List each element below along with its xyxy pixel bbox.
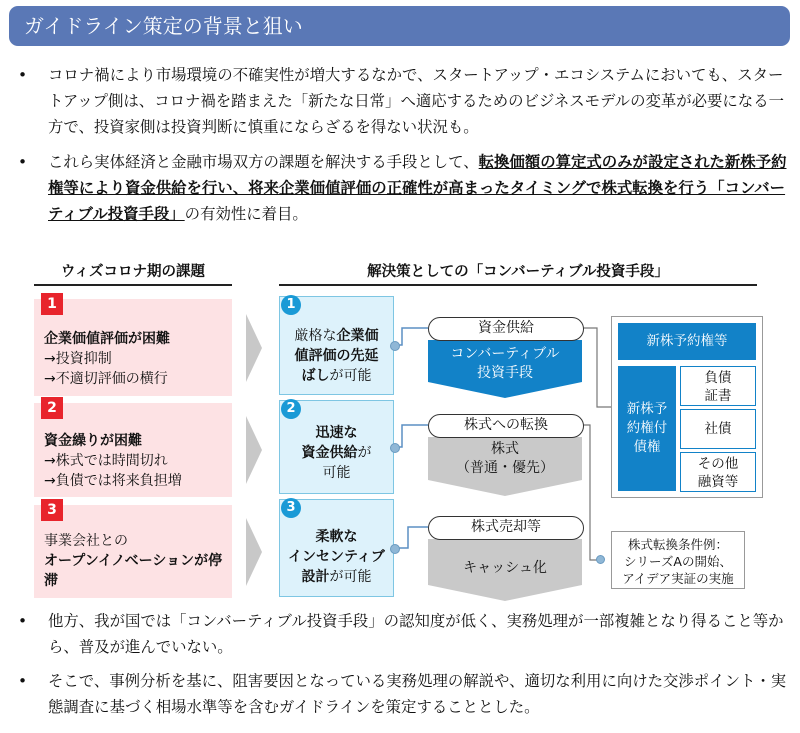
bullet-paragraph-4 xyxy=(18,668,788,720)
instrument-warrant: 新株予約権等 xyxy=(618,323,756,360)
connector-dot xyxy=(390,341,400,351)
solution-number-badge: 1 xyxy=(281,295,301,315)
stock-label: 株式 （普通・優先） xyxy=(456,441,554,476)
instrument-debt-note: 負債 証書 xyxy=(680,366,756,406)
connector-dot xyxy=(390,443,400,453)
problem-number-badge: 3 xyxy=(41,499,63,521)
problem-text: 資金繰りが困難 →株式では時間切れ →負債では将来負担増 xyxy=(44,433,182,489)
problem-text: 事業会社との オープンイノベーションが停滞 xyxy=(44,533,223,589)
solution-number-badge: 2 xyxy=(281,399,301,419)
bullet-text-post: の有効性に着目。 xyxy=(184,205,308,223)
instrument-other-loan: その他 融資等 xyxy=(680,452,756,492)
stock-sale-label: 株式売却等 xyxy=(428,516,584,540)
solution-text: 柔軟な インセンティブ 設計が可能 xyxy=(288,529,385,585)
bullet-text: コロナ禍により市場環境の不確実性が増大するなかで、スタートアップ・エコシステムにおいても、スタートアップ側は、コロナ禍を踏まえた「新たな日常」へ適応するためのビジネスモデルの変革が必要になる一方で、投資家側は投資判断に慎重にならざるを得ない状況も。 xyxy=(48,66,784,136)
connector-dot xyxy=(596,555,605,564)
solution-text: 迅速な 資金供給が 可能 xyxy=(301,425,372,481)
problem-number-badge: 1 xyxy=(41,293,63,315)
bullet-marker: • xyxy=(18,672,28,690)
stock-conversion-label: 株式への転換 xyxy=(428,414,584,438)
page-title: ガイドライン策定の背景と狙い xyxy=(9,6,790,46)
left-section-title: ウィズコロナ期の課題 xyxy=(60,264,206,280)
bullet-paragraph-3 xyxy=(18,608,788,660)
connector-instrument xyxy=(582,328,614,407)
bullet-marker: • xyxy=(18,66,28,84)
bullet-text: そこで、事例分析を基に、阻害要因となっている実務処理の解説や、適切な利用に向けた交渉ポイント・実態調査に基づく相場水準等を含むガイドラインを策定することとした。 xyxy=(48,672,787,716)
connector-condition xyxy=(582,425,600,560)
problem-number-badge: 2 xyxy=(41,397,63,419)
solution-text: 厳格な企業価 値評価の先延 ばしが可能 xyxy=(294,328,379,384)
cash-label: キャッシュ化 xyxy=(463,560,547,576)
instrument-group xyxy=(611,316,763,498)
connector-3 xyxy=(394,527,428,548)
right-section-title: 解決策としての「コンバーティブル投資手段」 xyxy=(367,264,669,280)
bullet-marker: • xyxy=(18,612,28,630)
solution-number-badge: 3 xyxy=(281,498,301,518)
convertible-label: コンバーティブル 投資手段 xyxy=(450,346,560,381)
instrument-convertible-bond: 新株予 約権付 債権 xyxy=(618,366,676,491)
bullet-text: 他方、我が国では「コンバーティブル投資手段」の認知度が低く、実務処理が一部複雑となり得ること等から、普及が進んでいない。 xyxy=(48,612,784,656)
funding-label: 資金供給 xyxy=(428,317,584,341)
connector-dot xyxy=(390,544,400,554)
problem-text: 企業価値評価が困難 →投資抑制 →不適切評価の横行 xyxy=(44,331,170,387)
bullet-text-pre: これら実体経済と金融市場双方の課題を解決する手段として、 xyxy=(48,153,479,171)
bullet-text-emphasis: 転換価額の算定式のみが設定された新株予約権等により資金供給を行い、将来企業価値評価の正確性が高まったタイミングで株式転換を行う「コンバーティブル投資手段」 xyxy=(48,153,787,223)
conversion-condition-note: 株式転換条件例： シリーズAの開始、 アイデア実証の実施 xyxy=(611,531,745,589)
instrument-bond: 社債 xyxy=(680,409,756,449)
bullet-marker: • xyxy=(18,153,28,171)
connector-2 xyxy=(394,425,428,447)
